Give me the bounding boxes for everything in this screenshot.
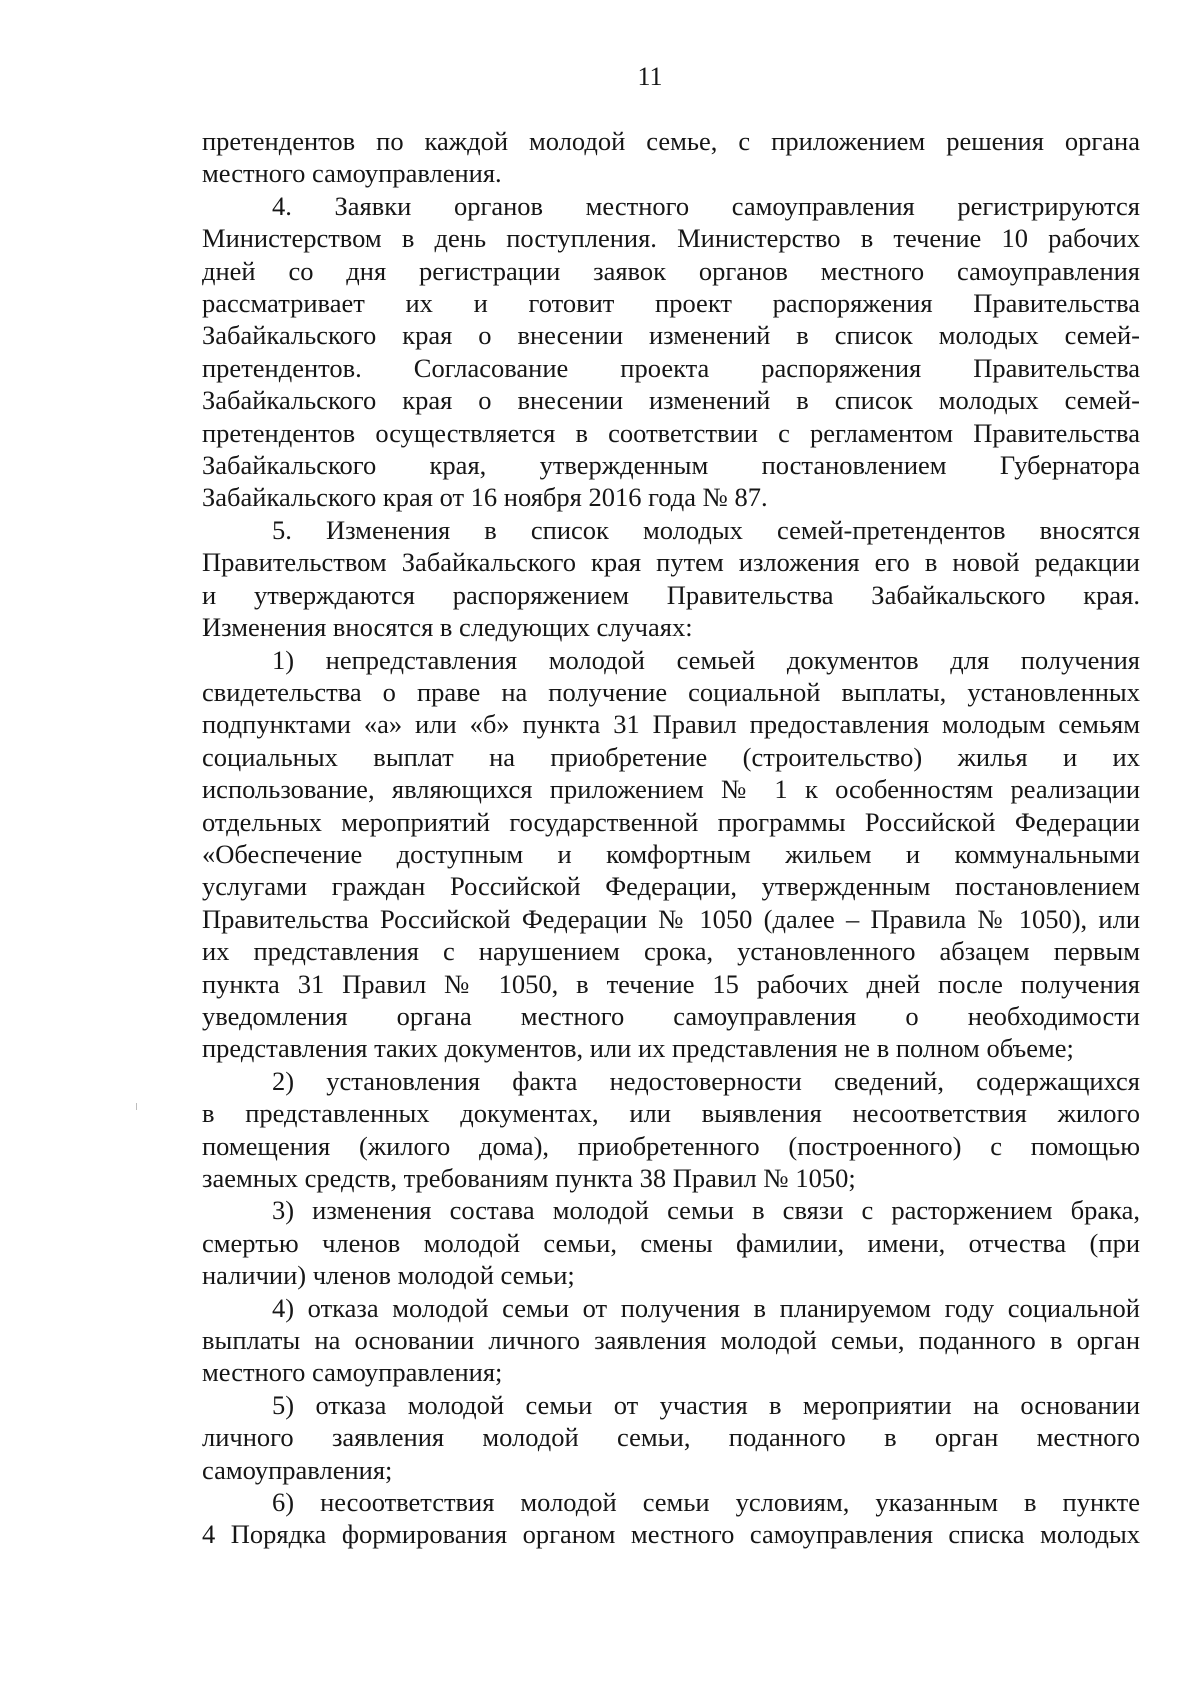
text-line: рассматривает их и готовит проект распоряжения Правительства: [202, 288, 1140, 319]
page-number: 11: [637, 62, 663, 91]
text-line: услугами граждан Российской Федерации, утвержденным постановлением: [202, 871, 1140, 902]
paragraph-item-5: [202, 514, 1140, 644]
text-line: личного заявления молодой семьи, поданного в орган местного: [202, 1422, 1140, 1453]
text-line: 1) непредставления молодой семьей документов для получения: [272, 644, 1140, 675]
text-line: отдельных мероприятий государственной программы Российской Федерации: [202, 806, 1140, 837]
text-line: их представления с нарушением срока, установленного абзацем первым: [202, 936, 1140, 967]
text-line: 2) установления факта недостоверности сведений, содержащихся: [272, 1065, 1140, 1096]
text-line: наличии) членов молодой семьи;: [202, 1260, 575, 1291]
text-line: претендентов по каждой молодой семье, с приложением решения органа: [202, 126, 1140, 156]
text-line: 4. Заявки органов местного самоуправления регистрируются: [272, 190, 1140, 221]
text-line: Забайкальского края о внесении изменений в список молодых семей-: [202, 320, 1140, 351]
paragraph-subitem-5: [202, 1389, 1140, 1486]
text-line: Забайкальского края от 16 ноября 2016 года № 87.: [202, 482, 768, 513]
paragraph-subitem-4: [202, 1292, 1140, 1389]
text-line: свидетельства о праве на получение социальной выплаты, установленных: [202, 676, 1140, 707]
text-line: 5. Изменения в список молодых семей-претендентов вносятся: [272, 514, 1140, 545]
text-line: 4) отказа молодой семьи от получения в планируемом году социальной: [272, 1292, 1140, 1323]
text-line: «Обеспечение доступным и комфортным жильем и коммунальными: [202, 838, 1140, 869]
paragraph-subitem-6: [202, 1486, 1140, 1551]
scan-mark: [136, 1103, 137, 1110]
paragraph-subitem-1: [202, 644, 1140, 1065]
text-line: претендентов осуществляется в соответствии с регламентом Правительства: [202, 417, 1140, 448]
text-line: уведомления органа местного самоуправления о необходимости: [202, 1000, 1140, 1031]
text-line: подпунктами «а» или «б» пункта 31 Правил предоставления молодым семьям: [202, 709, 1140, 740]
text-line: Правительством Забайкальского края путем изложения его в новой редакции: [202, 547, 1140, 578]
text-line: претендентов. Согласование проекта распоряжения Правительства: [202, 352, 1140, 383]
document-body: [202, 125, 1140, 1551]
text-line: Министерством в день поступления. Министерство в течение 10 рабочих: [202, 223, 1140, 254]
text-line: и утверждаются распоряжением Правительства Забайкальского края.: [202, 579, 1140, 610]
text-line: Забайкальского края, утвержденным постановлением Губернатора: [202, 450, 1140, 481]
text-line: представления таких документов, или их представления не в полном объеме;: [202, 1033, 1074, 1064]
text-line: в представленных документах, или выявления несоответствия жилого: [202, 1098, 1140, 1129]
text-line: местного самоуправления.: [202, 158, 502, 189]
text-line: помещения (жилого дома), приобретенного (построенного) с помощью: [202, 1130, 1140, 1161]
text-line: дней со дня регистрации заявок органов местного самоуправления: [202, 255, 1140, 286]
text-line: пункта 31 Правил № 1050, в течение 15 рабочих дней после получения: [202, 968, 1140, 999]
text-line: 4 Порядка формирования органом местного самоуправления списка молодых: [202, 1519, 1140, 1550]
text-line: выплаты на основании личного заявления молодой семьи, поданного в орган: [202, 1325, 1140, 1356]
text-line: самоуправления;: [202, 1454, 393, 1485]
text-line: заемных средств, требованиям пункта 38 Правил № 1050;: [202, 1163, 856, 1193]
text-line: использование, являющихся приложением № 1 к особенностям реализации: [202, 774, 1140, 805]
text-line: социальных выплат на приобретение (строительство) жилья и их: [202, 741, 1140, 772]
text-line: местного самоуправления;: [202, 1357, 503, 1388]
paragraph-subitem-2: [202, 1065, 1140, 1195]
paragraph-subitem-3: [202, 1194, 1140, 1291]
text-line: 3) изменения состава молодой семьи в связи с расторжением брака,: [272, 1195, 1140, 1226]
text-line: 6) несоответствия молодой семьи условиям, указанным в пункте: [272, 1487, 1140, 1518]
text-line: 5) отказа молодой семьи от участия в мероприятии на основании: [272, 1389, 1140, 1420]
text-line: Изменения вносятся в следующих случаях:: [202, 612, 693, 643]
paragraph-continuation: [202, 125, 1140, 190]
paragraph-item-4: [202, 190, 1140, 514]
text-line: смертью членов молодой семьи, смены фамилии, имени, отчества (при: [202, 1227, 1140, 1258]
text-line: Правительства Российской Федерации № 1050 (далее – Правила № 1050), или: [202, 903, 1140, 934]
text-line: Забайкальского края о внесении изменений в список молодых семей-: [202, 385, 1140, 416]
